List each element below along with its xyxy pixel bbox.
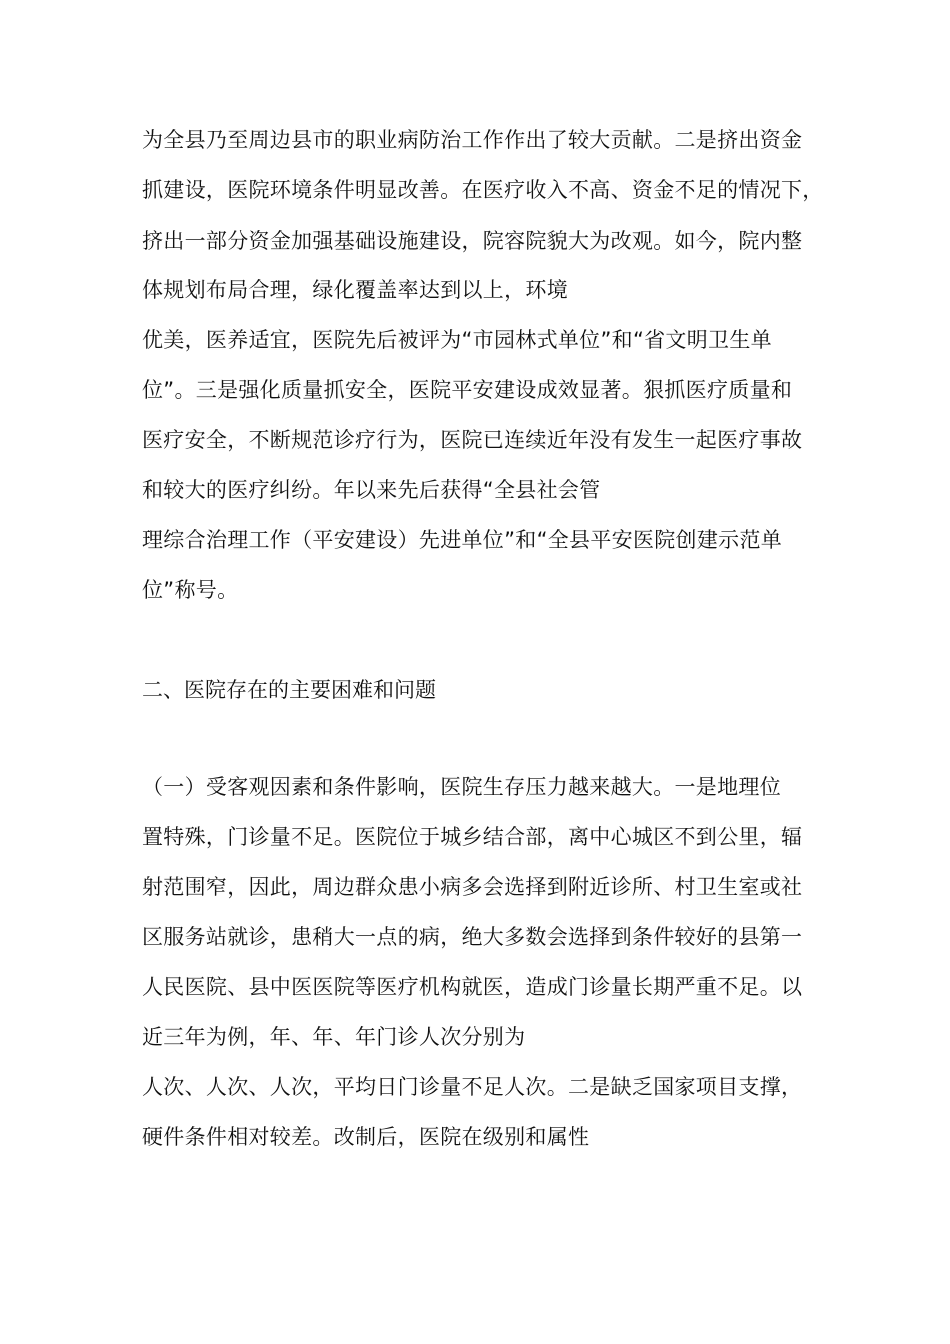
paragraph-1-line-10: 位”称号。 [142, 578, 239, 602]
section-heading: 二、医院存在的主要困难和问题 [142, 678, 436, 702]
paragraph-1-line-1: 为全县乃至周边县市的职业病防治工作作出了较大贡献。二是挤出资金 [142, 128, 803, 152]
paragraph-1-line-9: 理综合治理工作（平安建设）先进单位”和“全县平安医院创建示范单 [142, 528, 783, 552]
paragraph-2-line-2: 置特殊，门诊量不足。医院位于城乡结合部，离中心城区不到公里，辐 [142, 825, 803, 849]
paragraph-2-line-5: 人民医院、县中医医院等医疗机构就医，造成门诊量长期严重不足。以 [142, 975, 803, 999]
paragraph-2-line-8: 硬件条件相对较差。改制后，医院在级别和属性 [142, 1125, 590, 1149]
paragraph-1-line-2: 抓建设，医院环境条件明显改善。在医疗收入不高、资金不足的情况下， [142, 178, 824, 202]
paragraph-2-line-3: 射范围窄，因此，周边群众患小病多会选择到附近诊所、村卫生室或社 [142, 875, 803, 899]
paragraph-2-line-4: 区服务站就诊，患稍大一点的病，绝大多数会选择到条件较好的县第一 [142, 925, 803, 949]
paragraph-1-line-4: 体规划布局合理，绿化覆盖率达到以上，环境 [142, 278, 568, 302]
paragraph-2-line-6: 近三年为例，年、年、年门诊人次分别为 [142, 1025, 526, 1049]
paragraph-1-line-8: 和较大的医疗纠纷。年以来先后获得“全县社会管 [142, 478, 601, 502]
paragraph-2-line-7: 人次、人次、人次，平均日门诊量不足人次。二是缺乏国家项目支撑， [142, 1075, 803, 1099]
paragraph-1-line-5: 优美，医养适宜，医院先后被评为“市园林式单位”和“省文明卫生单 [142, 328, 772, 352]
paragraph-1-line-7: 医疗安全，不断规范诊疗行为，医院已连续近年没有发生一起医疗事故 [142, 428, 803, 452]
paragraph-2-line-1: （一）受客观因素和条件影响，医院生存压力越来越大。一是地理位 [142, 775, 781, 799]
paragraph-1-line-3: 挤出一部分资金加强基础设施建设，院容院貌大为改观。如今，院内整 [142, 229, 803, 253]
paragraph-1-line-6: 位”。三是强化质量抓安全，医院平安建设成效显著。狠抓医疗质量和 [142, 378, 793, 402]
